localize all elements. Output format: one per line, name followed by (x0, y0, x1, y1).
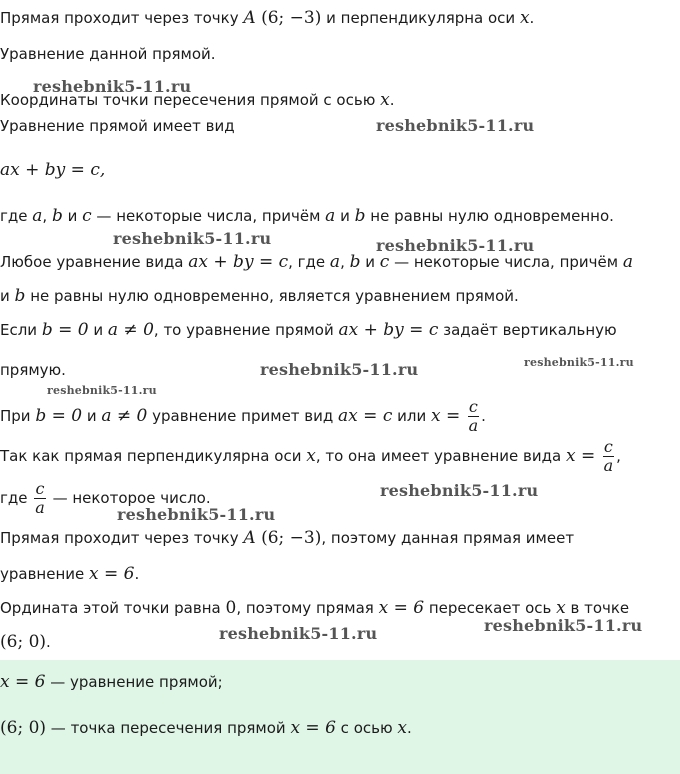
math: b = 0 (35, 406, 83, 426)
text: пересекает ось (424, 599, 557, 617)
text: и перпендикулярна оси (321, 9, 520, 27)
math: ax + by = c (338, 320, 439, 340)
text: . (46, 633, 51, 651)
math: x (397, 718, 407, 738)
math: b (349, 252, 361, 272)
text: Прямая проходит через точку (0, 529, 244, 547)
fraction (603, 438, 615, 475)
text: уравнение примет вид (147, 407, 339, 425)
math: A (243, 8, 256, 28)
math: a ≠ 0 (107, 320, 154, 340)
math: x (519, 8, 530, 28)
math: 0 (225, 598, 237, 618)
watermark: reshebnik5-11.ru (524, 356, 634, 369)
text: , поэтому данная прямая имеет (321, 529, 575, 547)
text-line (0, 320, 617, 340)
text: . (529, 9, 535, 27)
watermark: reshebnik5-11.ru (47, 384, 157, 397)
text: в точке (565, 599, 630, 617)
text-line (0, 598, 629, 618)
text: . (134, 565, 140, 583)
text: — уравнение прямой; (45, 673, 223, 691)
text-line: Уравнение прямой имеет вид (0, 117, 235, 135)
text: и (82, 407, 102, 425)
text: , поэтому прямая (236, 599, 379, 617)
denominator: a (603, 456, 614, 475)
math: a ≠ 0 (101, 406, 148, 426)
math: x = 6 (89, 564, 135, 584)
text: . (406, 719, 412, 737)
text: . (481, 407, 486, 425)
math: b (14, 286, 26, 306)
text: Координаты точки пересечения прямой с осью (0, 91, 381, 109)
text: и (88, 321, 108, 339)
text: , где (288, 253, 330, 271)
text-line (0, 528, 574, 548)
math: x = (430, 406, 466, 426)
text: с осью (335, 719, 398, 737)
text: уравнение (0, 565, 90, 583)
text: или (392, 407, 431, 425)
text-line: Уравнение данной прямой. (0, 45, 216, 63)
math: b = 0 (41, 320, 89, 340)
watermark: reshebnik5-11.ru (380, 481, 539, 500)
text: и (360, 253, 380, 271)
text: — точка пересечения прямой (46, 719, 291, 737)
equation: ax + by = c, (0, 160, 106, 180)
fraction (468, 398, 480, 435)
watermark: reshebnik5-11.ru (260, 360, 419, 379)
text-line (0, 8, 534, 28)
text: При (0, 407, 36, 425)
text: Ордината этой точки равна (0, 599, 226, 617)
text: Прямая проходит через точку (0, 9, 244, 27)
text: Если (0, 321, 42, 339)
text: задаёт вертикальную (438, 321, 617, 339)
math: x (556, 598, 566, 618)
watermark: reshebnik5-11.ru (376, 236, 535, 255)
answer-line (0, 672, 223, 692)
math: ax + by = c (188, 252, 289, 272)
text: , то уравнение прямой (153, 321, 339, 339)
text: Любое уравнение вида (0, 253, 189, 271)
watermark: reshebnik5-11.ru (117, 505, 276, 524)
math: a (325, 206, 336, 226)
text: — некоторые числа, причём (389, 253, 623, 271)
watermark: reshebnik5-11.ru (219, 624, 378, 643)
math: c (379, 252, 390, 272)
denominator: a (468, 416, 479, 435)
text-line (0, 398, 486, 435)
text: , (616, 447, 621, 465)
denominator: a (35, 498, 45, 517)
numerator: c (35, 479, 45, 498)
text-line (0, 252, 633, 272)
text: не равны нулю одновременно, является уравнением прямой. (25, 287, 519, 305)
math: (6; −3) (255, 8, 322, 28)
math: x = 6 (0, 672, 46, 692)
text: , (340, 253, 350, 271)
math: b (354, 206, 366, 226)
math: ax = c (338, 406, 393, 426)
watermark: reshebnik5-11.ru (484, 616, 643, 635)
text: Так как прямая перпендикулярна оси (0, 447, 307, 465)
text: не равны нулю одновременно. (365, 207, 614, 225)
answer-line (0, 718, 412, 738)
text-line: прямую. (0, 361, 66, 379)
text-line (0, 632, 51, 652)
text: и (335, 207, 355, 225)
math: x (306, 446, 316, 466)
fraction (34, 480, 46, 517)
math: A (243, 528, 256, 548)
text: и (62, 207, 83, 225)
watermark: reshebnik5-11.ru (33, 77, 192, 96)
watermark: reshebnik5-11.ru (376, 116, 535, 135)
math: a (329, 252, 341, 272)
math: c (82, 206, 92, 226)
text: и (0, 287, 15, 305)
numerator: c (603, 437, 613, 456)
text: где (0, 489, 33, 507)
text: . (389, 91, 395, 109)
text: где (0, 207, 33, 225)
math: (6; 0) (0, 632, 47, 652)
text-line (0, 286, 519, 306)
watermark: reshebnik5-11.ru (113, 229, 272, 248)
text-line (0, 564, 139, 584)
math: (6; 0) (0, 718, 47, 738)
math: x = 6 (378, 598, 425, 618)
text: , то она имеет уравнение вида (315, 447, 566, 465)
text: — некоторое число. (47, 489, 211, 507)
math: x (380, 90, 390, 110)
math: (6; −3) (255, 528, 322, 548)
math: a (622, 252, 633, 272)
numerator: c (468, 397, 478, 416)
math: x = 6 (290, 718, 336, 738)
math: a (32, 206, 43, 226)
text: , (42, 207, 52, 225)
text: — некоторые числа, причём (91, 207, 326, 225)
math: x = (565, 446, 601, 466)
text-line (0, 206, 614, 226)
text-line (0, 438, 621, 475)
math: b (51, 206, 63, 226)
